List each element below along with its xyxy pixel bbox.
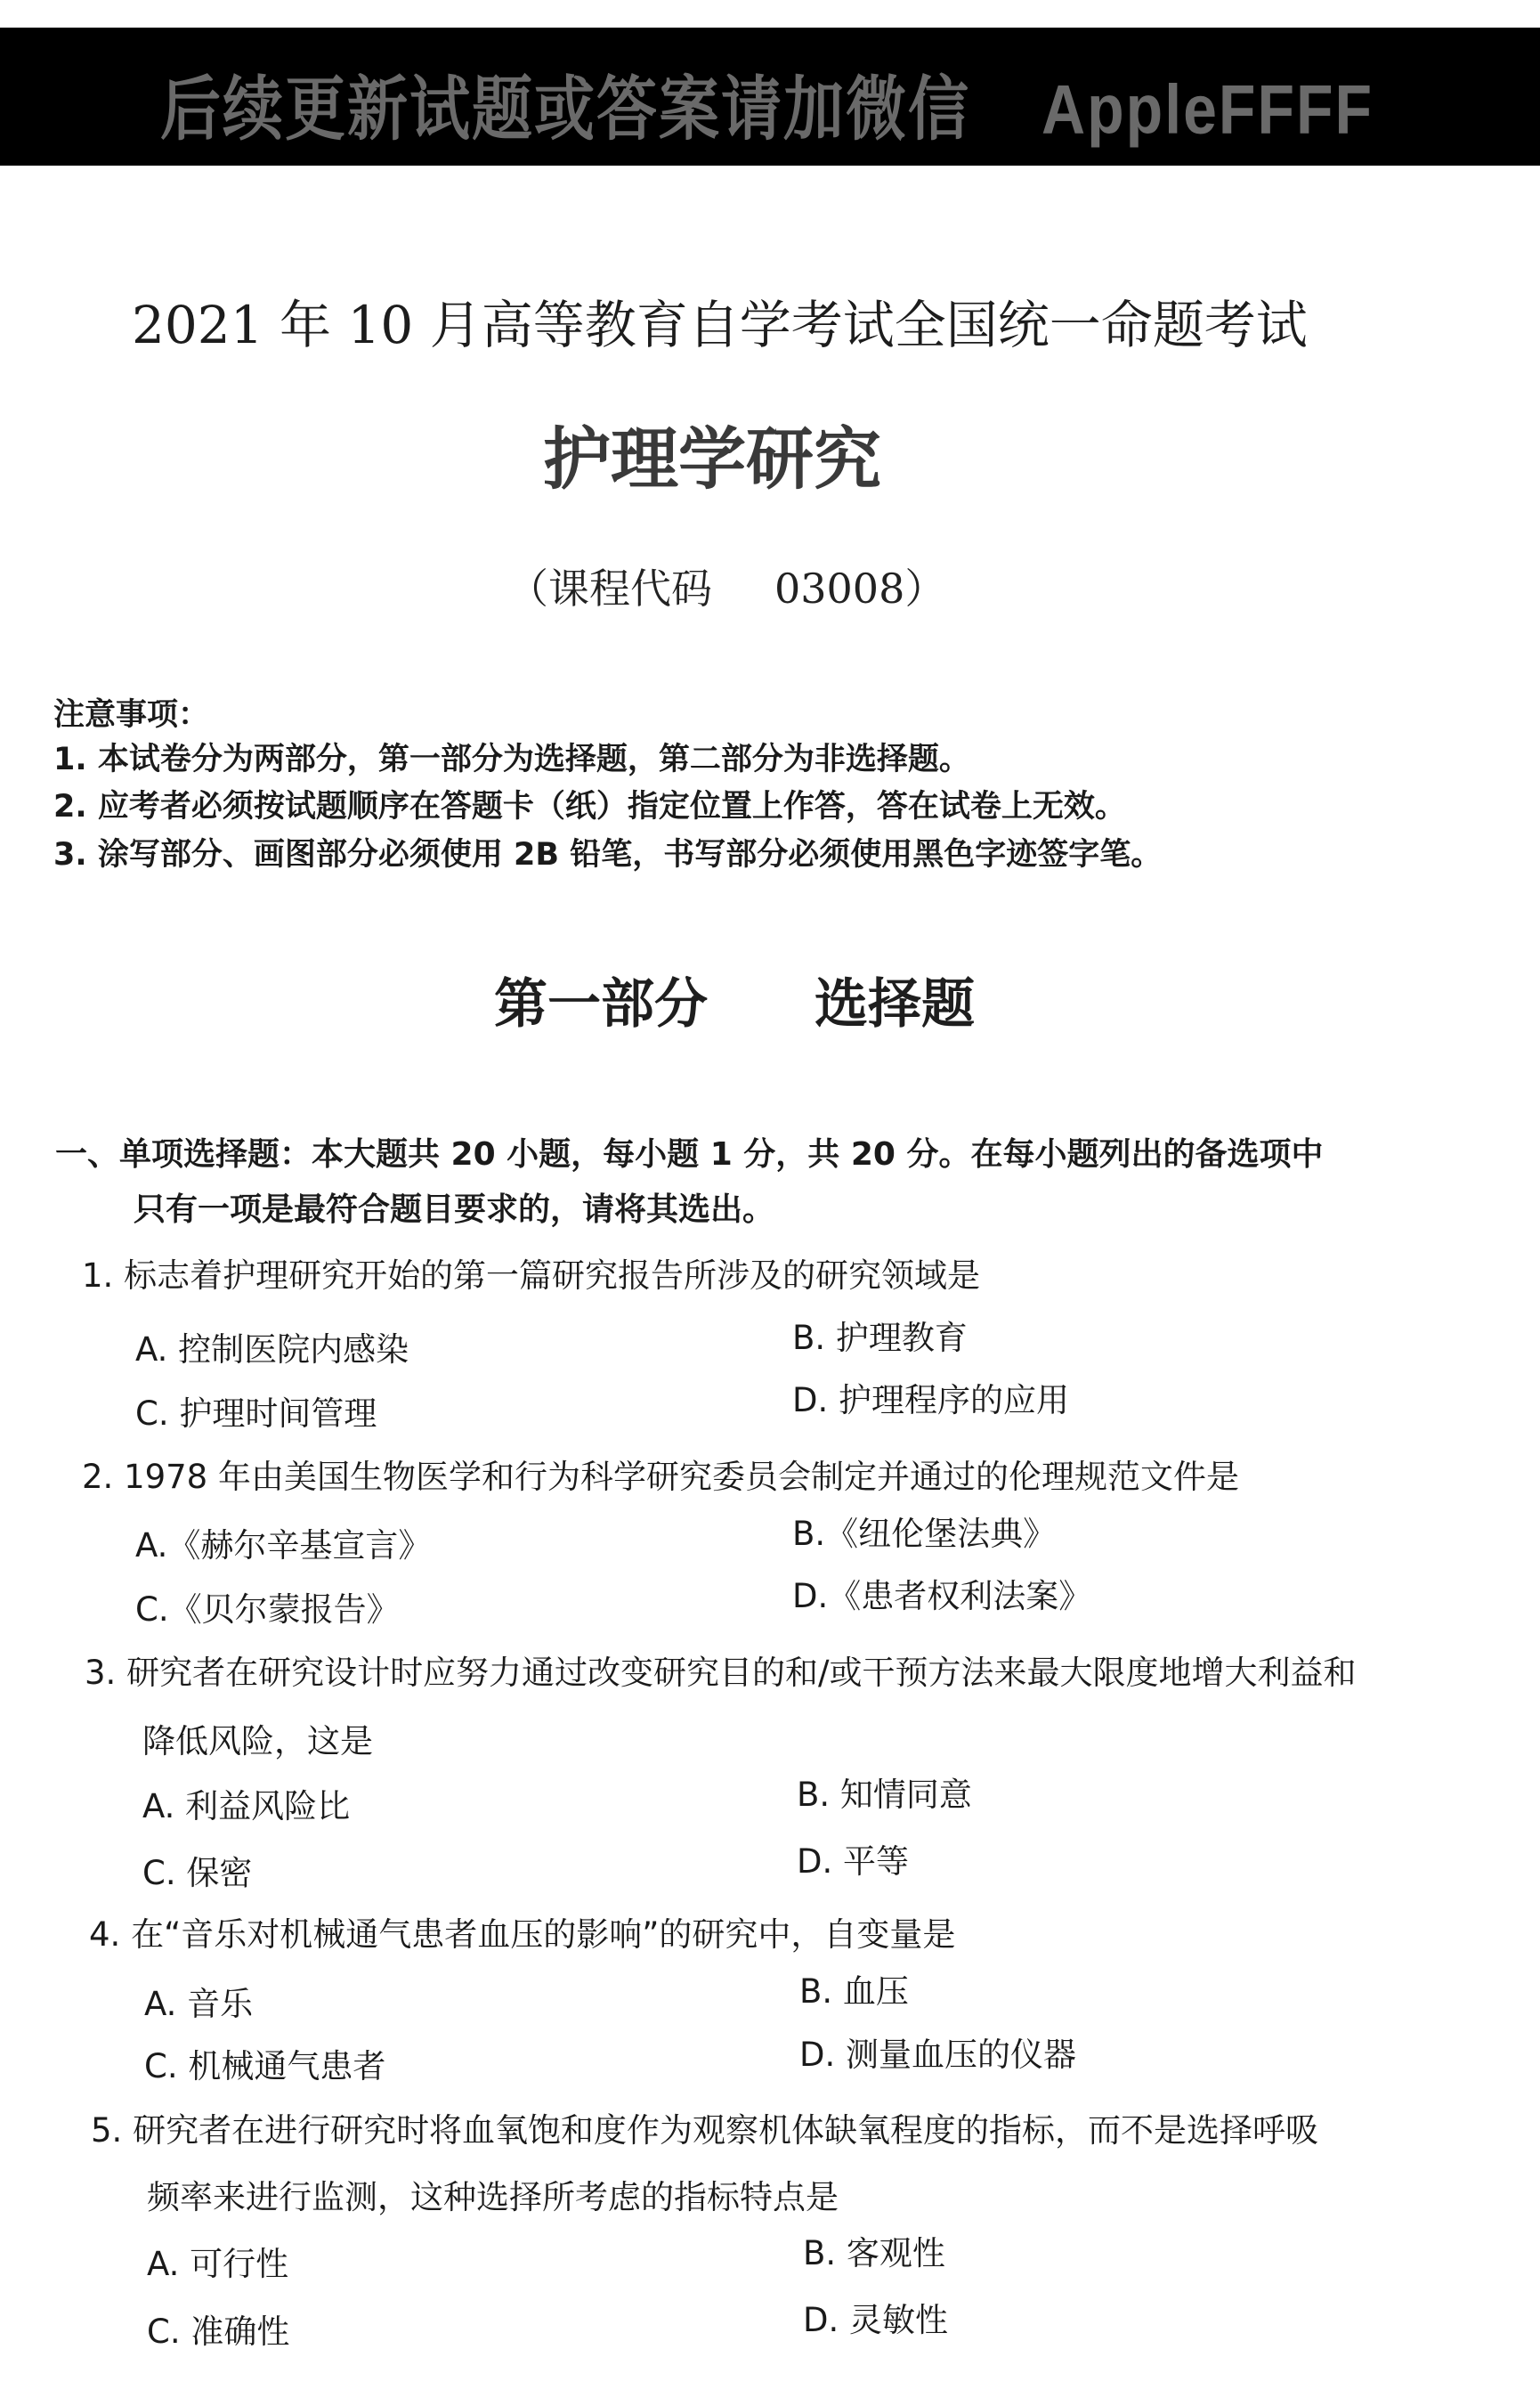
- question-4-option-b: B. 血压: [799, 1972, 909, 2011]
- question-1-option-d: D. 护理程序的应用: [792, 1381, 1070, 1419]
- banner-wechat-id: AppleFFFF: [1042, 70, 1374, 149]
- question-5-stem-line1: 5. 研究者在进行研究时将血氧饱和度作为观察机体缺氧程度的指标，而不是选择呼吸: [91, 2111, 1319, 2150]
- notice-title: 注意事项：: [53, 697, 210, 733]
- question-5-option-d: D. 灵敏性: [803, 2301, 949, 2339]
- course-code: [507, 557, 945, 615]
- question-1-option-c: C. 护理时间管理: [135, 1394, 377, 1433]
- part-name: 选择题: [815, 973, 975, 1036]
- question-5-option-a: A. 可行性: [147, 2245, 289, 2283]
- banner-text: [160, 54, 1374, 154]
- question-1-option-a: A. 控制医院内感染: [135, 1330, 409, 1369]
- watermark-banner: [0, 28, 1540, 166]
- course-title: 护理学研究: [543, 419, 881, 499]
- question-1-option-b: B. 护理教育: [792, 1319, 968, 1357]
- section-instructions-line2: 只有一项是最符合题目要求的，请将其选出。: [134, 1191, 775, 1228]
- question-5-stem-line2: 频率来进行监测，这种选择所考虑的指标特点是: [147, 2178, 839, 2216]
- course-code-label: （课程代码: [507, 565, 712, 613]
- question-2-option-d: D.《患者权利法案》: [792, 1577, 1092, 1615]
- course-code-value: 03008）: [774, 565, 946, 613]
- question-1-stem: 1. 标志着护理研究开始的第一篇研究报告所涉及的研究领域是: [82, 1256, 981, 1295]
- question-3-option-b: B. 知情同意: [797, 1776, 972, 1814]
- notice-item-1: 1. 本试卷分为两部分，第一部分为选择题，第二部分为非选择题。: [53, 742, 970, 777]
- question-2-option-b: B.《纽伦堡法典》: [792, 1515, 1057, 1553]
- question-5-option-b: B. 客观性: [803, 2234, 945, 2272]
- question-4-stem: 4. 在“音乐对机械通气患者血压的影响”的研究中，自变量是: [89, 1915, 956, 1954]
- question-2-stem: 2. 1978 年由美国生物医学和行为科学研究委员会制定并通过的伦理规范文件是: [82, 1458, 1239, 1496]
- notice-item-2: 2. 应考者必须按试题顺序在答题卡（纸）指定位置上作答，答在试卷上无效。: [53, 789, 1126, 825]
- section-instructions-line1: 一、单项选择题：本大题共 20 小题，每小题 1 分，共 20 分。在每小题列出的备选项中: [55, 1136, 1324, 1173]
- banner-message: 后续更新试题或答案请加微信: [160, 69, 971, 151]
- question-4-option-d: D. 测量血压的仪器: [799, 2036, 1077, 2074]
- question-3-option-a: A. 利益风险比: [142, 1787, 351, 1825]
- question-4-option-a: A. 音乐: [144, 1985, 254, 2023]
- exam-title: 2021 年 10 月高等教育自学考试全国统一命题考试: [132, 295, 1308, 355]
- notice-item-3: 3. 涂写部分、画图部分必须使用 2B 铅笔，书写部分必须使用黑色字迹签字笔。: [53, 837, 1163, 873]
- question-5-option-c: C. 准确性: [147, 2313, 290, 2351]
- question-3-stem-line1: 3. 研究者在研究设计时应努力通过改变研究目的和/或干预方法来最大限度地增大利益和: [85, 1654, 1357, 1692]
- question-3-option-d: D. 平等: [797, 1842, 910, 1881]
- part-title: [494, 962, 975, 1038]
- question-2-option-c: C.《贝尔蒙报告》: [135, 1590, 400, 1629]
- part-label: 第一部分: [494, 973, 708, 1036]
- question-4-option-c: C. 机械通气患者: [144, 2047, 386, 2085]
- question-2-option-a: A.《赫尔辛基宣言》: [135, 1526, 432, 1565]
- question-3-stem-line2: 降低风险，这是: [142, 1722, 373, 1760]
- question-3-option-c: C. 保密: [142, 1854, 253, 1892]
